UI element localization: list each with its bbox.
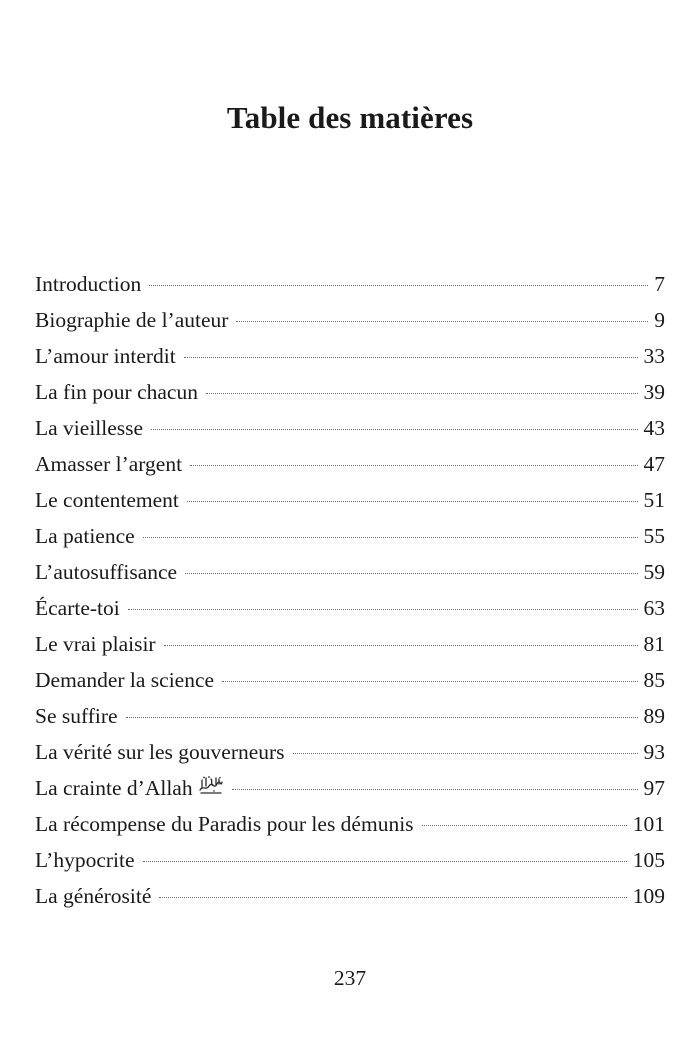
toc-entry-title: Biographie de l’auteur <box>35 308 229 332</box>
toc-entry-page: 85 <box>643 668 665 692</box>
dot-leader <box>206 393 638 394</box>
honorific-calligraphy-icon <box>198 770 224 806</box>
toc-entry-title-text: La crainte d’Allah <box>35 776 193 800</box>
toc-entry-title: Introduction <box>35 272 142 296</box>
toc-entry <box>35 842 665 878</box>
toc-entry <box>35 518 665 554</box>
dot-leader <box>149 285 648 286</box>
toc-entry-page: 105 <box>632 848 665 872</box>
toc-entry-title: L’hypocrite <box>35 848 135 872</box>
toc-entry <box>35 590 665 626</box>
dot-leader <box>143 537 638 538</box>
toc-entry-title: La vérité sur les gouverneurs <box>35 740 285 764</box>
toc-entry <box>35 446 665 482</box>
page-title: Table des matières <box>226 100 474 135</box>
toc-entry-page: 101 <box>632 812 665 836</box>
toc-entry-page: 9 <box>654 308 665 332</box>
toc-entry-title: Demander la science <box>35 668 215 692</box>
toc-entry-page: 89 <box>643 704 665 728</box>
dot-leader <box>293 753 638 754</box>
toc-entry-title: La vieillesse <box>35 416 144 440</box>
toc-entry <box>35 338 665 374</box>
toc-entry <box>35 698 665 734</box>
dot-leader <box>184 357 638 358</box>
page-number: 237 <box>333 966 367 990</box>
toc-entry-title <box>35 770 224 808</box>
toc-entry-page: 47 <box>643 452 665 476</box>
toc-entry <box>35 482 665 518</box>
dot-leader <box>143 861 627 862</box>
toc-entry <box>35 878 665 914</box>
dot-leader <box>126 717 638 718</box>
toc-entry-page: 51 <box>643 488 665 512</box>
dot-leader <box>190 465 637 466</box>
toc-entry-title: La récompense du Paradis pour les démunis <box>35 812 414 836</box>
toc-entry-page: 7 <box>654 272 665 296</box>
toc-entry-page: 43 <box>643 416 665 440</box>
toc-entry-title: La fin pour chacun <box>35 380 198 404</box>
toc-entry-page: 93 <box>643 740 665 764</box>
table-of-contents <box>35 266 665 914</box>
dot-leader <box>222 681 637 682</box>
toc-entry <box>35 734 665 770</box>
toc-entry-page: 39 <box>643 380 665 404</box>
dot-leader <box>128 609 638 610</box>
dot-leader <box>159 897 626 898</box>
dot-leader <box>187 501 638 502</box>
toc-entry-title: Le contentement <box>35 488 179 512</box>
toc-entry <box>35 626 665 662</box>
dot-leader <box>164 645 638 646</box>
toc-entry-title: Se suffire <box>35 704 118 728</box>
toc-entry <box>35 770 665 806</box>
dot-leader <box>236 321 648 322</box>
toc-entry-page: 55 <box>643 524 665 548</box>
toc-entry-page: 63 <box>643 596 665 620</box>
dot-leader <box>185 573 637 574</box>
dot-leader <box>151 429 637 430</box>
toc-entry-page: 81 <box>643 632 665 656</box>
toc-entry-page: 59 <box>643 560 665 584</box>
toc-entry-page: 33 <box>643 344 665 368</box>
toc-entry-title: Écarte-toi <box>35 596 120 620</box>
toc-entry-title: Le vrai plaisir <box>35 632 156 656</box>
toc-entry <box>35 266 665 302</box>
toc-entry-title: L’amour interdit <box>35 344 176 368</box>
toc-entry <box>35 554 665 590</box>
toc-entry <box>35 374 665 410</box>
toc-entry-title: La patience <box>35 524 135 548</box>
dot-leader <box>422 825 627 826</box>
toc-entry <box>35 410 665 446</box>
toc-entry-page: 97 <box>643 776 665 800</box>
toc-entry <box>35 662 665 698</box>
toc-entry-page: 109 <box>632 884 665 908</box>
toc-entry <box>35 806 665 842</box>
toc-entry <box>35 302 665 338</box>
toc-entry-title: Amasser l’argent <box>35 452 183 476</box>
dot-leader <box>232 789 638 790</box>
toc-entry-title: La générosité <box>35 884 152 908</box>
toc-entry-title: L’autosuffisance <box>35 560 178 584</box>
